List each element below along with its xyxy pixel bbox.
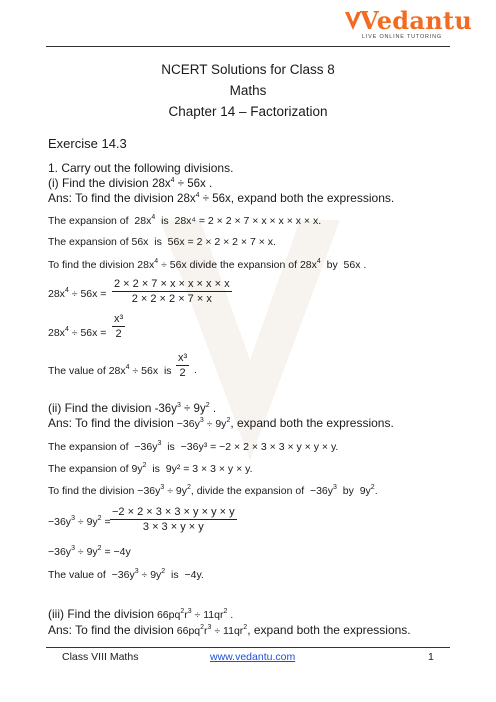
part-i-fraction-2: $\frac{\text{x³}}{2}$: [114, 313, 124, 340]
part-i-lhs-2: $28x^4 \div 56x$ =: [48, 326, 107, 339]
question-1: 1. Carry out the following divisions.: [48, 161, 234, 175]
part-iii-label: (iii) Find the division $66pq^2r^3 \div 11qr^2$ .: [48, 607, 234, 621]
footer-link[interactable]: www.vedantu.com: [210, 651, 296, 663]
exercise-heading: Exercise 14.3: [48, 136, 127, 151]
part-ii-expansion-2: The expansion of $9y^2$ is 9y² = 3 × 3 × y × y.: [48, 462, 253, 475]
part-ii-fraction: $\frac{-2 \times 2 \times 3 \times 3 \times y \times y \times y}{3 \times 3 \times y \times y}$: [112, 506, 235, 533]
math-expression: $28x^4 \div 56x$ .: [152, 177, 213, 190]
doc-chapter: Chapter 14 – Factorization: [168, 104, 328, 119]
part-i-to-divide: To find the division $28x^4 \div 56x$ divide the expansion of $28x^4$ by 56x .: [48, 258, 367, 271]
page-number: 1: [428, 651, 434, 663]
footer-divider: [46, 647, 450, 648]
doc-subject: Maths: [229, 83, 267, 98]
part-ii-result: $-36y^3 \div 9y^2 = -4y$: [48, 545, 131, 558]
vedantu-logo: [342, 6, 473, 42]
part-i-value-fraction: $\frac{\text{x³}}{2}$: [178, 352, 188, 379]
part-i-lhs-1: $28x^4 \div 56x$ =: [48, 287, 107, 300]
part-i-fraction-1: $\frac{2 \times 2 \times 7 \times x \times x \times x \times x}{2 \times 2 \times 2 \times 7 \times x}$: [114, 278, 230, 305]
doc-title: NCERT Solutions for Class 8: [161, 62, 335, 77]
part-ii-expansion-1: The expansion of $-36y^3$ is −36y³ = −2 × 2 × 3 × 3 × y × y × y.: [48, 440, 339, 453]
part-iii-answer: Ans: To find the division $66pq^2r^3 \div 11qr^2$, expand both the expressions.: [48, 623, 411, 637]
header-divider: [46, 46, 450, 47]
brand-name: Vedantu: [360, 6, 473, 35]
part-ii-value: The value of $-36y^3 \div 9y^2$ is −4y.: [48, 568, 204, 581]
part-ii-answer: Ans: To find the division $-36y^3 \div 9y^2$, expand both the expressions.: [48, 416, 394, 430]
part-ii-to-divide: To find the division $-36y^3 \div 9y^2$, divide the expansion of $-36y^3$ by $9y^2$.: [48, 484, 378, 497]
brand-tagline: LIVE ONLINE TUTORING: [362, 34, 442, 40]
footer-class: Class VIII Maths: [62, 651, 139, 663]
watermark-v-icon: [150, 210, 350, 470]
part-i-value: The value of $28x^4 \div 56x$ is: [48, 364, 172, 377]
part-i-label: (i) Find the division $28x^4 \div 56x$ .: [48, 176, 213, 190]
part-i-expansion-2: The expansion of 56x is 56x = 2 × 2 × 2 × 7 × x.: [48, 236, 276, 248]
part-i-expansion-1: The expansion of $28x^4$ is 28x⁴ = 2 × 2 × 7 × x × x × x × x.: [48, 214, 322, 227]
part-i-answer: Ans: To find the division $28x^4 \div 56x$, expand both the expressions.: [48, 191, 395, 205]
part-ii-label: (ii) Find the division $-36y^3 \div 9y^2$ .: [48, 401, 217, 415]
part-ii-lhs: $-36y^3 \div 9y^2$ =: [48, 515, 111, 528]
